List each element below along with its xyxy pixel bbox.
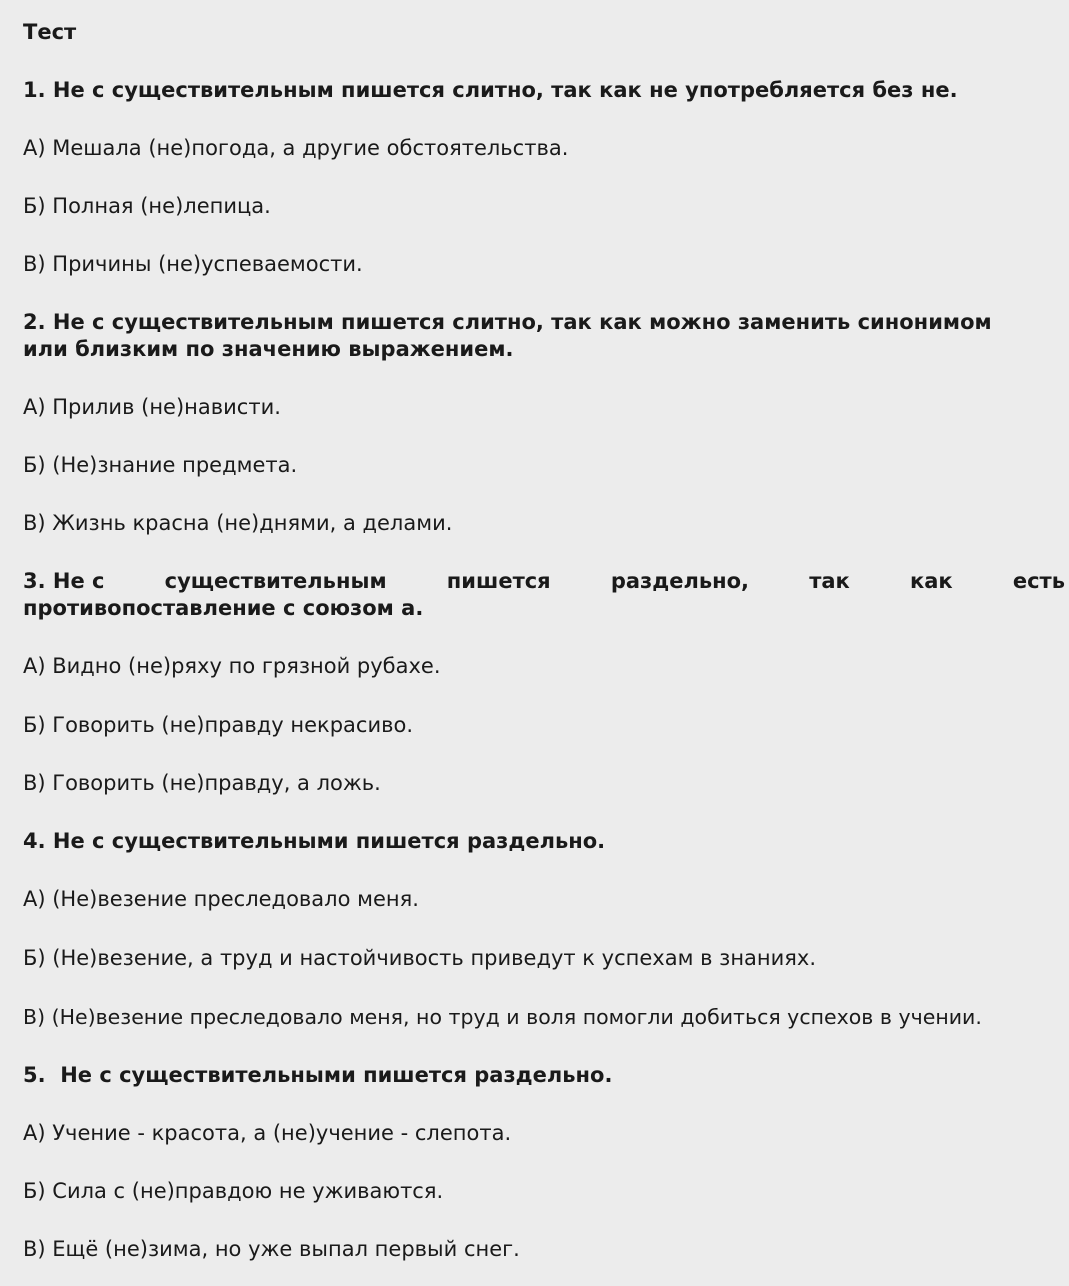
question-3-option-a: А) Видно (не)ряху по грязной рубахе.: [23, 654, 441, 678]
question-3-heading-line-2: противопоставление с союзом а.: [23, 596, 424, 620]
question-2-option-v: В) Жизнь красна (не)днями, а делами.: [23, 511, 453, 535]
question-1-option-b: Б) Полная (не)лепица.: [23, 194, 271, 218]
question-2-option-a: А) Прилив (не)нависти.: [23, 395, 281, 419]
question-word: существительным: [164, 569, 387, 593]
question-number: 5.: [23, 1063, 46, 1087]
question-5-heading: [23, 1062, 612, 1089]
question-4-option-a: А) (Не)везение преследовало меня.: [23, 887, 419, 911]
question-1-option-v: В) Причины (не)успеваемости.: [23, 252, 363, 276]
question-4-option-v: В) (Не)везение преследовало меня, но труд и воля помогли добиться успехов в учении.: [23, 1005, 982, 1029]
page-title: Тест: [23, 20, 77, 44]
question-word: как: [909, 569, 953, 593]
question-3-option-v: В) Говорить (не)правду, а ложь.: [23, 771, 381, 795]
question-number-and-word: [23, 568, 104, 595]
question-number: 1.: [23, 78, 46, 102]
question-word: так: [809, 569, 850, 593]
question-word: есть: [1012, 569, 1065, 593]
question-text: Не с существительными пишется раздельно.: [60, 1063, 613, 1087]
question-number: 2.: [23, 310, 46, 334]
question-text-line-1: Не с существительным пишется слитно, так как можно заменить синонимом: [52, 310, 992, 334]
question-4-heading: [23, 828, 605, 855]
question-2-heading-line-1: [23, 309, 992, 336]
question-4-option-b: Б) (Не)везение, а труд и настойчивость приведут к успехам в знаниях.: [23, 946, 817, 970]
question-2-option-b: Б) (Не)знание предмета.: [23, 453, 298, 477]
question-2-heading-line-2: или близким по значению выражением.: [23, 337, 514, 361]
question-5-option-b: Б) Сила с (не)правдою не уживаются.: [23, 1179, 444, 1203]
question-word: пишется: [446, 569, 551, 593]
question-1-option-a: А) Мешала (не)погода, а другие обстоятельства.: [23, 136, 569, 160]
question-3-option-b: Б) Говорить (не)правду некрасиво.: [23, 713, 414, 737]
question-text: Не с существительными пишется раздельно.: [52, 829, 606, 853]
question-number: 3.: [23, 569, 46, 593]
question-number: 4.: [23, 829, 46, 853]
question-3-heading-line-1: [23, 568, 1065, 595]
question-1-heading: [23, 77, 958, 104]
question-word: Не с: [52, 569, 105, 593]
question-text: Не с существительным пишется слитно, так как не употребляется без не.: [52, 78, 958, 102]
question-word: раздельно,: [610, 569, 750, 593]
question-5-option-a: А) Учение - красота, а (не)учение - слепота.: [23, 1121, 512, 1145]
question-5-option-v: В) Ещё (не)зима, но уже выпал первый снег.: [23, 1237, 520, 1261]
